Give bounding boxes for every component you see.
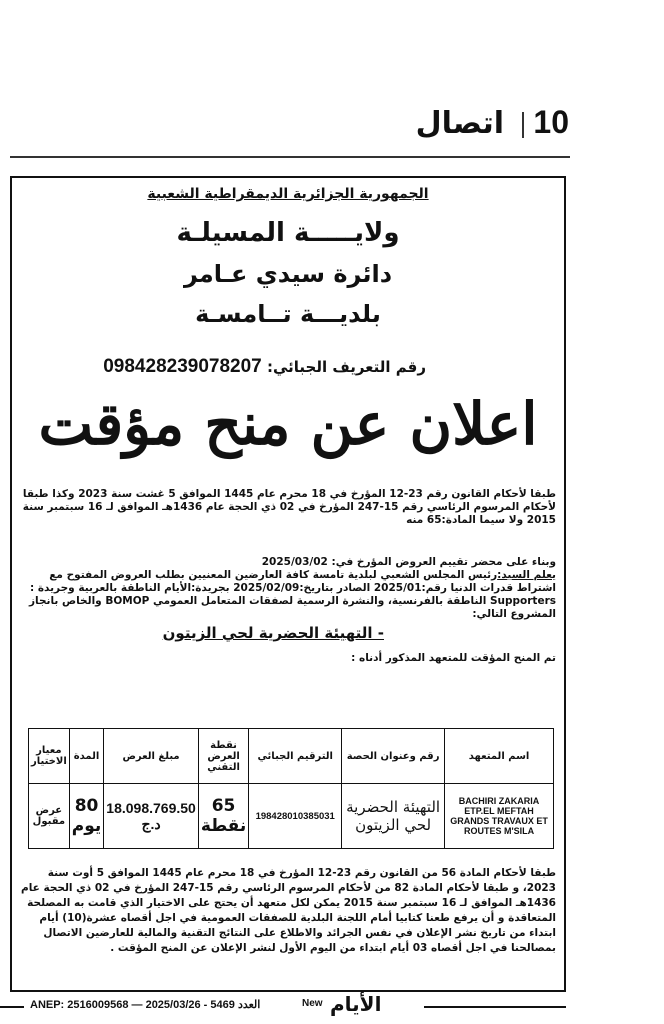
col-criterion: معيار الاختيار [29, 729, 70, 784]
header-separator [522, 112, 524, 138]
bidder-name: BACHIRI ZAKARIA ETP.EL MEFTAH GRANDS TRAVAUX ET ROUTES M'SILA [445, 784, 554, 849]
evaluation-date-line: وبناء على محضر تقييم العروض المؤرخ في: 2025/03/02 [261, 556, 556, 568]
appeal-paragraph: طبقا لأحكام المادة 56 من القانون رقم 23-12 المؤرخ في 18 محرم عام 1445 الموافق 5 أوت سنة 2023، و طبقا لأحكام المادة 82 من لأحكام المرسوم الرئاسي رقم 15-247 المؤرخ في 02 ذي الحجة عام 1436هـ الموافق لـ 16 سبتمبر سنة 2015 يمكن لكل متعهد أن يحتج على الاختيار الذي قامت به المصلحة المتعاقدة و أن يرفع طعنا كتابيا أمام اللجنة البلدية للصفقات العمومية في اجل أقصاه عشرة(10) أيام ابتداء من تاريخ نشر الإعلان في نفس الجرائد والاطلاع على النتائج التقنية والمالية للعارضين الاتصال بمصالحنا في اجل أقصاه 03 أيام ابتداء من اليوم الأول لنشر الإعلان عن المنح المؤقت . [21, 867, 556, 954]
footer-reference: ANEP: 2516009568 — 2025/03/26 - 5469 العدد [30, 999, 261, 1011]
fiscal-id [103, 356, 426, 378]
col-score: نقطة العرض التقني [198, 729, 249, 784]
announcer-label: يعلم السيد: [497, 569, 556, 581]
footer [0, 994, 664, 1020]
duration-days: 80 يوم [69, 784, 104, 849]
footer-rule-right [424, 1006, 566, 1008]
bidder-fiscal-number: 198428010385031 [249, 784, 342, 849]
col-duration: المدة [69, 729, 104, 784]
baladia-heading: بلديـــة تــامسـة [195, 300, 381, 328]
table-header-row [29, 729, 554, 784]
announcement-paragraph [20, 556, 556, 621]
page-header [0, 100, 664, 160]
award-intro: تم المنح المؤقت للمتعهد المذكور أدناه : [351, 652, 556, 664]
page-number: 10 [533, 104, 569, 140]
selection-criterion: عرض مقبول [29, 784, 70, 849]
legal-basis-paragraph: طبقا لأحكام القانون رقم 23-12 المؤرخ في 18 محرم عام 1445 الموافق 5 غشت سنة 2023 وكذا طبقا لأحكام المرسوم الرئاسي رقم 15-247 المؤرخ في 02 ذي الحجة عام 1436هـ الموافق لـ 16 سبتمبر سنة 2015 ولا سيما المادة:65 منه [22, 488, 556, 526]
col-amount: مبلغ العرض [104, 729, 199, 784]
col-bidder: اسم المتعهد [445, 729, 554, 784]
project-title: - التهيئة الحضرية لحي الزيتون [162, 624, 384, 642]
fiscal-id-label: رقم التعريف الجبائي: [266, 358, 426, 376]
newspaper-logo: الأيام [330, 992, 382, 1016]
announcement-text: رئيس المجلس الشعبي لبلدية تامسة كافة العارضين المعنيين بطلب العروض المفتوح مع اشتراط قدرات الدنيا رقم:2025/01 الصادر بتاريخ:2025/02/09 بجريدة:الأيام الناطقة بالعربية وجريدة : Supporters الناطقة بالفرنسية، والنشرة الرسمية لصفقات المتعامل العمومي BOMOP والخاص بانجاز المشروع التالي: [28, 569, 556, 620]
bid-amount: 18.098.769.50 د.ج [104, 784, 199, 849]
table-row [29, 784, 554, 849]
logo-new-label: New [302, 998, 323, 1009]
col-fiscal: الترقيم الجبائي [249, 729, 342, 784]
republic-heading: الجمهورية الجزائرية الديمقراطية الشعبية [147, 186, 429, 202]
technical-score: 65 نقطة [198, 784, 249, 849]
notice-title: اعلان عن منح مؤقت [38, 390, 538, 458]
award-table [28, 728, 554, 849]
header-rule [10, 156, 570, 158]
footer-rule-left [0, 1006, 24, 1008]
daira-heading: دائرة سيدي عـامر [183, 260, 393, 288]
col-lot: رقم وعنوان الحصة [342, 729, 445, 784]
public-notice [10, 176, 566, 992]
lot-title: التهيئة الحضرية لحي الزيتون [342, 784, 445, 849]
wilaya-heading: ولايـــــة المسيلـة [176, 218, 400, 248]
fiscal-id-number: 098428239078207 [103, 356, 262, 377]
section-title: اتصال [415, 106, 504, 141]
